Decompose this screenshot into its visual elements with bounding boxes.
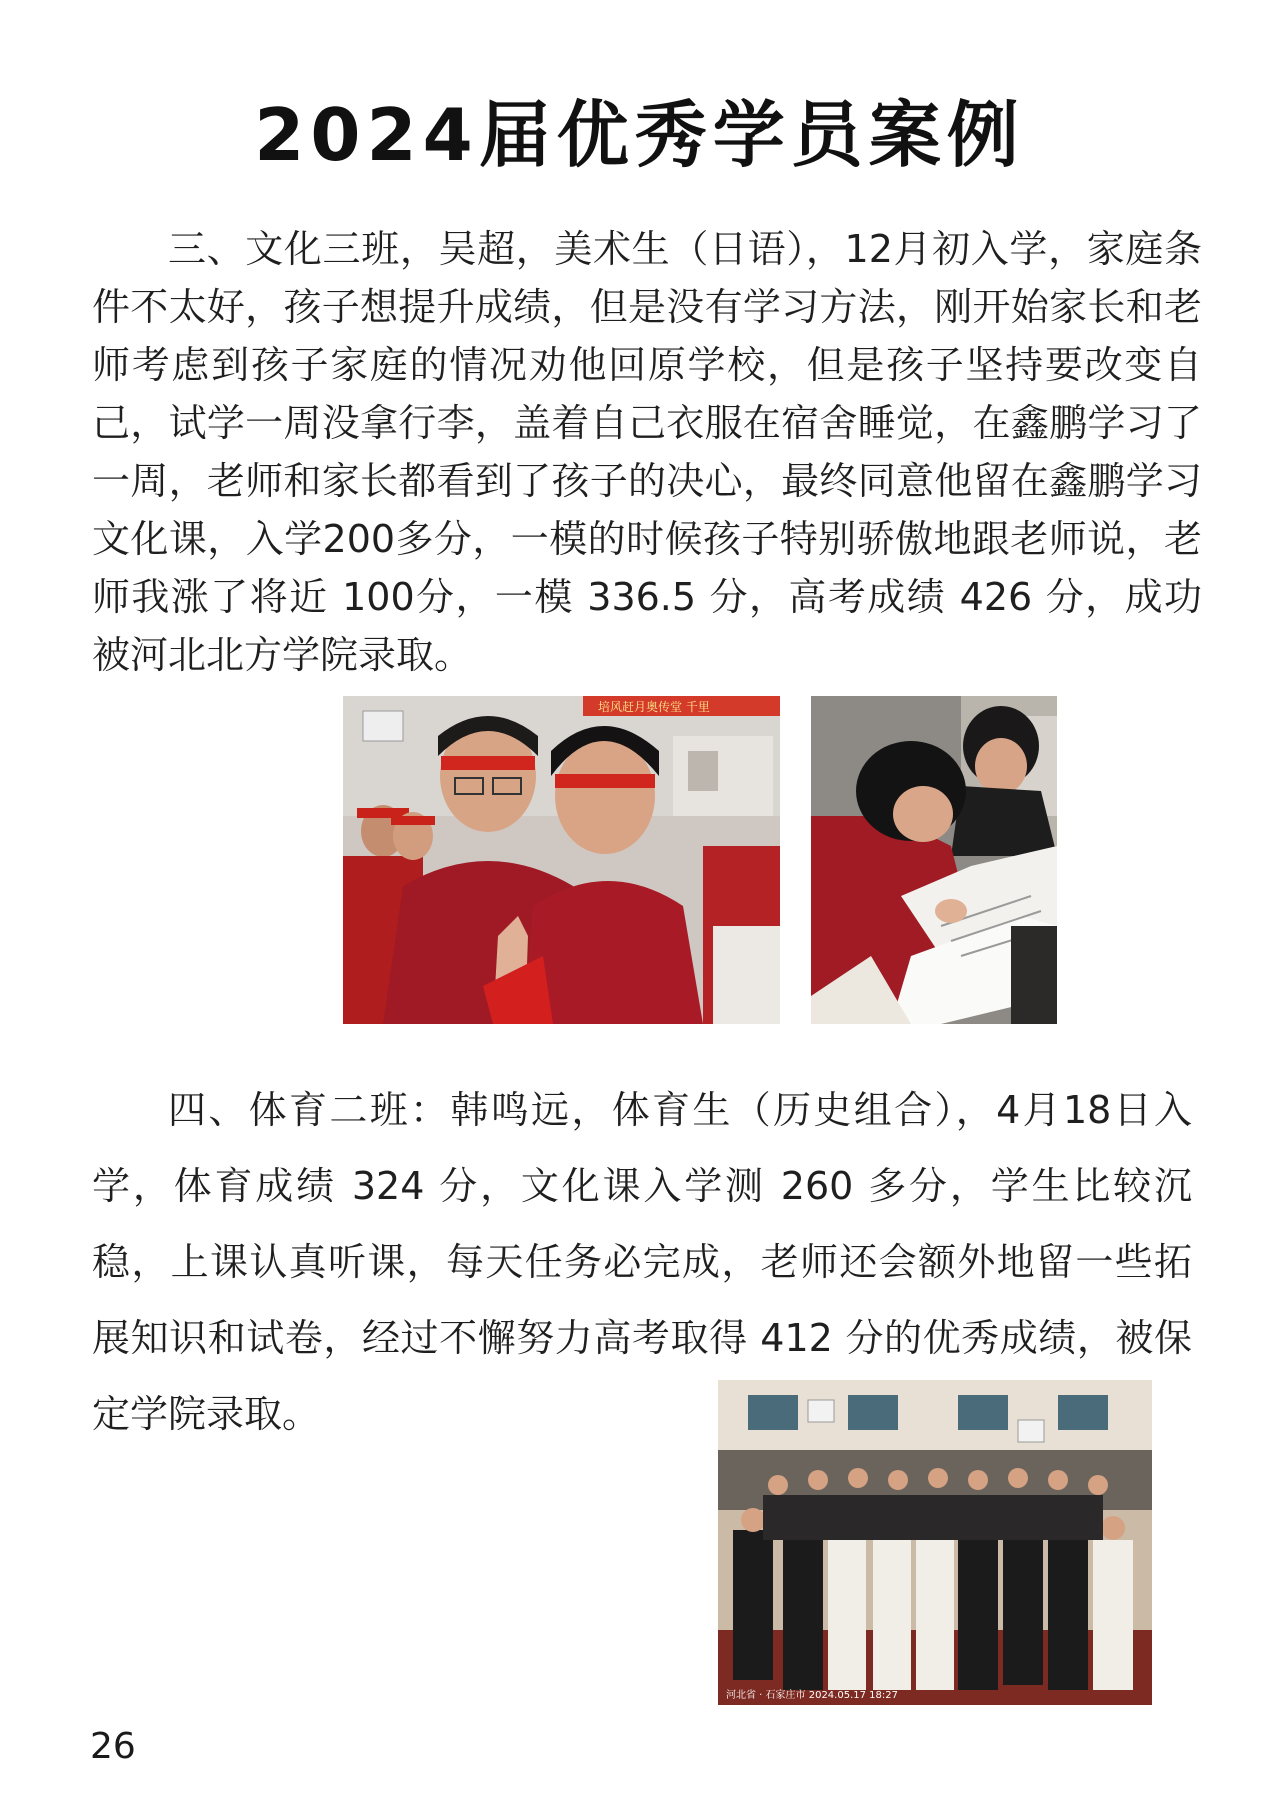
photo-group bbox=[718, 1380, 1152, 1705]
case-paragraph-1: 三、文化三班，吴超，美术生（日语），12月初入学，家庭条件不太好，孩子想提升成绩，但是没有学习方法，刚开始家长和老师考虑到孩子家庭的情况劝他回原学校，但是孩子坚持要改变自己，试学一周没拿行李，盖着自己衣服在宿舍睡觉，在鑫鹏学习了一周，老师和家长都看到了孩子的决心，最终同意他留在鑫鹏学习文化课，入学200多分，一模的时候孩子特别骄傲地跟老师说，老师我涨了将近 100分，一模 336.5 分，高考成绩 426 分，成功被河北北方学院录取。 bbox=[92, 227, 1202, 677]
photo-students-studying bbox=[811, 696, 1057, 1024]
page-number: 26 bbox=[90, 1726, 136, 1767]
page-title: 2024届优秀学员案例 bbox=[254, 93, 1025, 177]
case-paragraph-2: 四、体育二班：韩鸣远，体育生（历史组合），4月18日入学，体育成绩 324 分，文化课入学测 260 多分，学生比较沉稳，上课认真听课，每天任务必完成，老师还会额外地留一些拓展知识和试卷，经过不懈努力高考取得 412 分的优秀成绩，被保定学院录取。 bbox=[92, 1088, 1192, 1436]
photo-banner-text: 培风赶月奥传堂 千里 bbox=[598, 700, 710, 714]
photo-students-portrait bbox=[343, 696, 780, 1024]
photo-caption: 河北省 · 石家庄市 2024.05.17 18:27 bbox=[726, 1690, 898, 1701]
